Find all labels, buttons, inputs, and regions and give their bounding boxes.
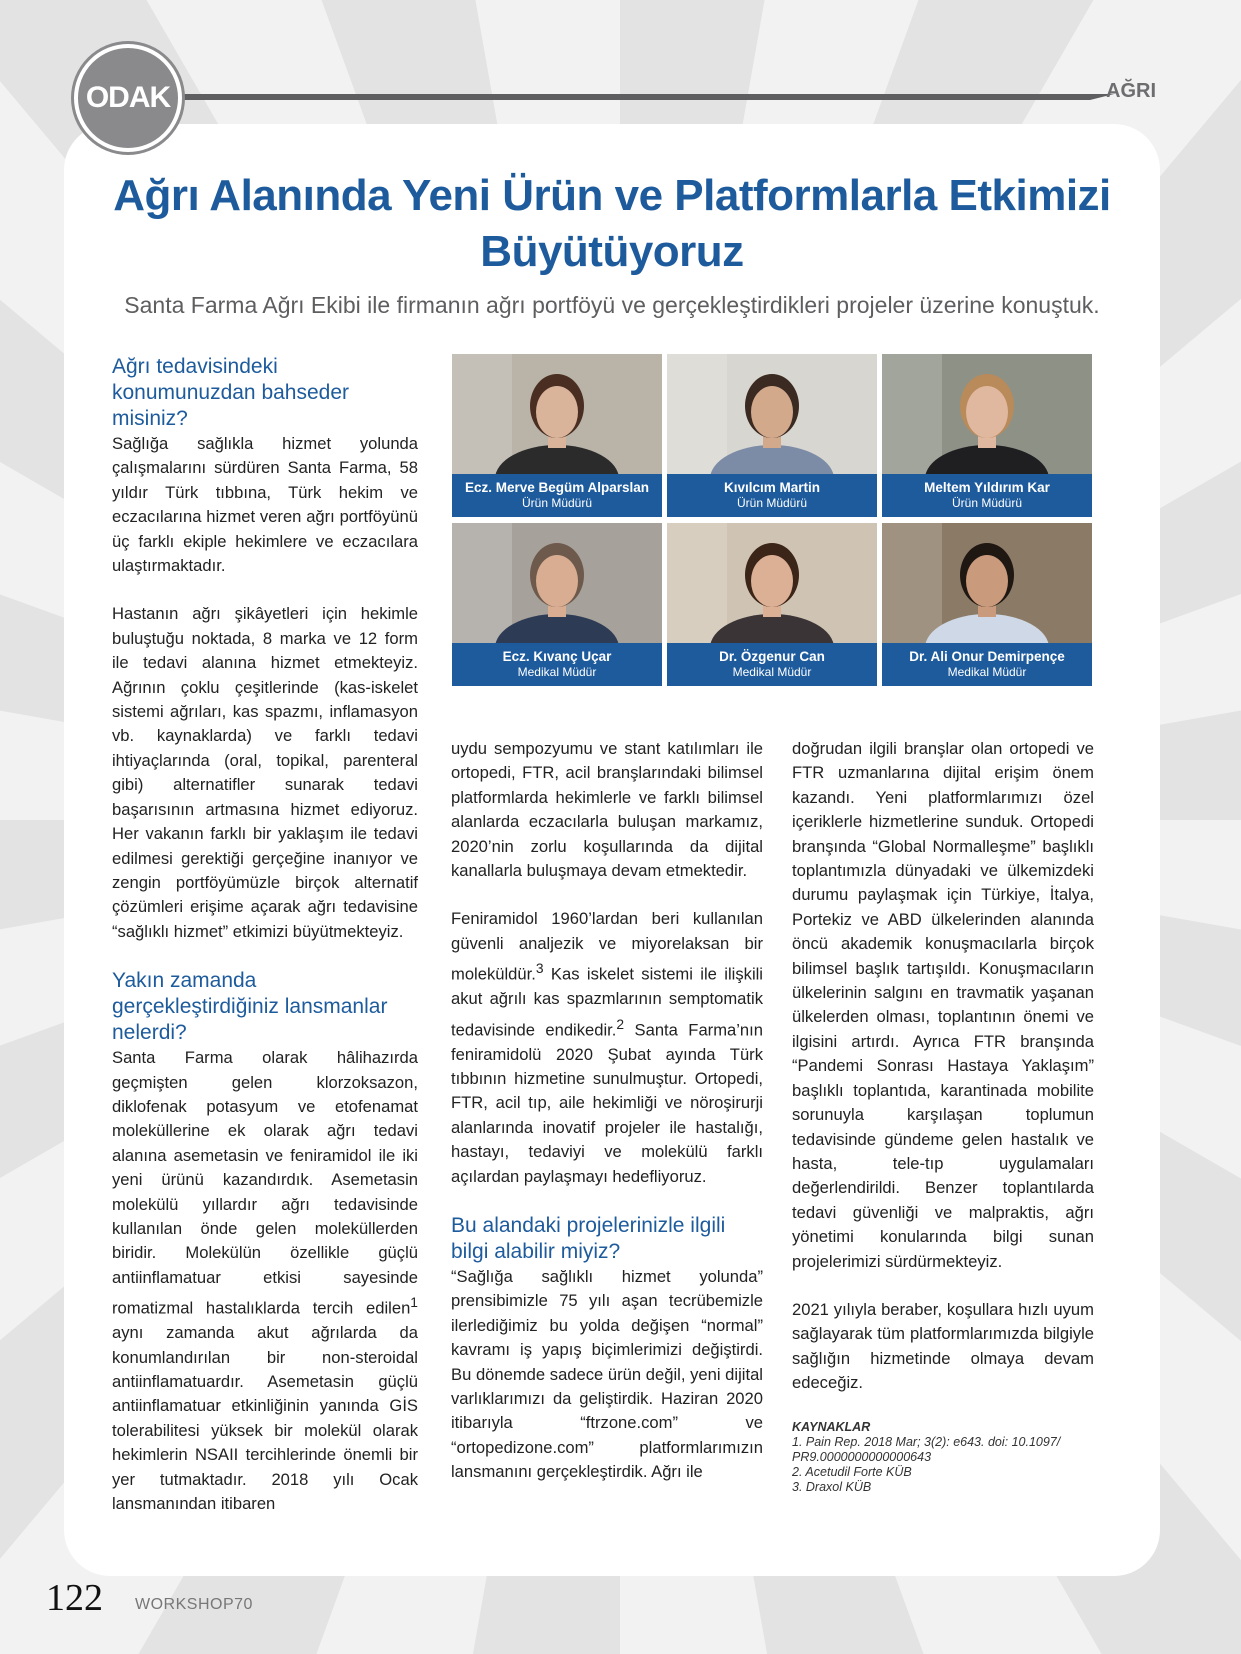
paragraph: Hastanın ağrı şikâyetleri için hekimle buluştuğu noktada, 8 marka ve 12 form ile tedavi alanına hizmet etmekteyiz. Ağrının çoklu çeşitlerinde (kas-iskelet sistemi ağrıları, kas spazmı, inflamasyon vb. kaynaklarda) ve farklı tedavi ihtiyaçlarında (oral, topikal, parenteral gibi) alternatifler sunarak tedavi başarısının artmasına hizmet ediyoruz. Her vakanın farklı bir yaklaşım ile tedavi edilmesi gerektiği gerçeğine inanıyor ve zengin portföyümüzle birçok alternatif çözümleri erişime açarak ağrı tedavisine “sağlıklı hizmet” etkimizi büyütmekteyiz. <box>112 604 418 941</box>
magazine-name: WORKSHOP70 <box>135 1596 253 1613</box>
reference-item: 2. Acetudil Forte KÜB <box>792 1464 912 1479</box>
page-number: 122 <box>46 1577 103 1619</box>
paragraph: Sağlığa sağlıkla hizmet yolunda çalışmalarını sürdüren Santa Farma, 58 yıldır Türk tıbbına, Türk hekim ve eczacılarına hizmet veren ağrı portföyünü üç farklı ekiple hekimlere ve eczacılara ulaştırmaktadır. <box>112 434 418 576</box>
paragraph-text: Santa Farma olarak hâlihazırda geçmişten gelen klorzoksazon, diklofenak potasyum ve etofenamat moleküllerine ek olarak ağrı tedavi alanına asemetasin ve feniramidol ile iki yeni ürünü kazandırdık. Asemetasin molekülü yıllardır ağrı tedavisinde kullanılan önde gelen moleküllerden biridir. Molekülün özellikle güçlü antiinflamatuar etkisi sayesinde romatizmal hastalıklarda tercih edilen <box>112 1048 418 1318</box>
portrait-photo <box>452 354 662 474</box>
badge-label: ODAK <box>85 81 171 114</box>
person-role: Medikal Müdür <box>947 665 1027 679</box>
photo-caption <box>452 474 662 517</box>
person-name: Kıvılcım Martin <box>723 480 821 495</box>
section-badge <box>74 44 182 152</box>
photo-caption <box>882 643 1092 686</box>
person-name: Ecz. Kıvanç Uçar <box>502 649 612 664</box>
team-photo-cell <box>452 523 662 686</box>
paragraph: “Sağlığa sağlıklı hizmet yolunda” prensibimizle 75 yılı aşan tecrübemizle ilerlediğimiz bu yolda değişen “normal” kavramı iş yapış biçimlerimizi değiştirdi. Bu dönemde sadece ürün değil, yeni dijital varlıklarımızı da geliştirdik. Haziran 2020 itibarıyla “ftrzone.com” ve “ortopedizone.com” platformlarımızın lansmanını gerçekleştirdik. Ağrı ile <box>451 1266 763 1482</box>
paragraph: uydu sempozyumu ve stant katılımları ile ortopedi, FTR, acil branşlarındaki bilimsel platformlarda hekimlerle ve farklı bilimsel alanlarda eczacılarla buluşan markamız, 2020’nin zorlu koşullarında da dijital kanallarla buluşmaya devam etmektedir. <box>451 739 763 881</box>
team-photo-cell <box>667 523 877 686</box>
portrait-photo <box>667 354 877 474</box>
paragraph: doğrudan ilgili branşlar olan ortopedi ve FTR uzmanlarına dijital erişim önem kazandı. Yeni platformlarımızı özel içeriklerle hizmetlerine sunduk. Ortopedi branşında “Global Normalleşme” başlıklı toplantımızla dünyadaki ve ülkemizdeki durumu paylaşmak için Türkiye, İtalya, Portekiz ve ABD ülkelerinden alanında öncü akademik konuşmacılarla birçok bilimsel başlık tartışıldı. Konuşmacıların ülkelerinin salgını en travmatik yaşanan ülkelerden olması, toplantının önemi ve ilgisini artırdı. Ayrıca FTR branşında “Pandemi Sonrası Hastaya Yaklaşım” başlıklı toplantıda, karantinada mobilite sorunuyla karşılaşan toplumun tedavisinde gündeme gelen hastalık ve hasta, tele-tıp uygulamaları değerlendirildi. Benzer toplantılarda tedavi güvenliği ve malpraktis, ağrı yönetimi konularında bilgi sunan projelerimizi sürdürmekteyiz. <box>792 739 1094 1271</box>
paragraph <box>451 907 763 1189</box>
person-role: Medikal Müdür <box>732 665 812 679</box>
paragraph-text: Kas iskelet sistemi ile ilişkili akut ağrılı kas spazmlarının semptomatik tedavisinde endikedir. <box>451 964 763 1040</box>
paragraph-text: Feniramidol 1960’lardan beri kullanılan güvenli analjezik ve miyorelaksan bir moleküldür. <box>451 909 763 984</box>
photo-caption <box>882 474 1092 517</box>
person-role: Medikal Müdür <box>517 665 597 679</box>
person-role: Ürün Müdürü <box>521 496 593 510</box>
section-label: AĞRI <box>1106 80 1156 102</box>
portrait-photo <box>667 523 877 643</box>
references <box>792 1420 1094 1495</box>
person-name: Ecz. Merve Begüm Alparslan <box>464 480 650 495</box>
portrait-photo <box>882 354 1092 474</box>
column-1 <box>112 354 418 1540</box>
header-rule <box>170 94 1090 100</box>
question-heading: Bu alandaki projelerinizle ilgili bilgi alabilir miyiz? <box>451 1213 726 1263</box>
footnote-ref: 3 <box>535 960 544 977</box>
paragraph-text: Santa Farma’nın feniramidolü 2020 Şubat ayında Türk tıbbının hizmetine sunulmuştur. Ortopedi, FTR, acil tıp, aile hekimliği ve nöroşirurji alanlarında inovatif projeler ile hastalığı, hastayı, tedaviyi ve molekülü farklı açılardan paylaşmayı hedefliyoruz. <box>451 1020 764 1186</box>
team-photo-cell <box>667 354 877 517</box>
footnote-ref: 2 <box>616 1015 625 1032</box>
footnote-ref: 1 <box>410 1294 418 1311</box>
portrait-photo <box>882 523 1092 643</box>
question-heading: Yakın zamanda gerçekleştirdiğiniz lansmanlar nelerdi? <box>112 969 388 1045</box>
team-photo-cell <box>882 354 1092 517</box>
person-name: Dr. Özgenur Can <box>719 649 825 664</box>
photo-caption <box>667 643 877 686</box>
article-title: Ağrı Alanında Yeni Ürün ve Platformlarla Etkimizi Büyütüyoruz <box>113 171 1111 276</box>
person-role: Ürün Müdürü <box>736 496 808 510</box>
paragraph: 2021 yılıyla beraber, koşullara hızlı uyum sağlayarak tüm platformlarımızda bilgiyle sağlığın hizmetinde olmaya devam edeceğiz. <box>792 1299 1094 1393</box>
team-photo-cell <box>882 523 1092 686</box>
team-photo-cell <box>452 354 662 517</box>
team-photo-grid <box>452 354 1092 686</box>
person-role: Ürün Müdürü <box>951 496 1023 510</box>
reference-item: 3. Draxol KÜB <box>792 1479 872 1494</box>
paragraph-text: aynı zamanda akut ağrılarda da konumlandırılan bir non-steroidal antiinflamatuardır. Asemetasin güçlü antiinflamatuar etkinliğinin yanında GİS tolerabilitesi yüksek bir molekül olarak hekimlerin NSAII tercihlerinde önemli bir yer tutmaktadır. 2018 yılı Ocak lansmanından itibaren <box>112 1323 418 1513</box>
article-subtitle: Santa Farma Ağrı Ekibi ile firmanın ağrı portföyü ve gerçekleştirdikleri projeler üzerine konuştuk. <box>124 292 1100 318</box>
person-name: Dr. Ali Onur Demirpençe <box>909 649 1065 664</box>
portrait-photo <box>452 523 662 643</box>
column-3 <box>792 737 1094 1495</box>
person-name: Meltem Yıldırım Kar <box>924 480 1050 495</box>
reference-item: 1. Pain Rep. 2018 Mar; 3(2): e643. doi: 10.1097/ PR9.0000000000000643 <box>792 1434 1061 1464</box>
question-heading: Ağrı tedavisindeki konumunuzdan bahseder misiniz? <box>112 355 350 430</box>
photo-caption <box>667 474 877 517</box>
column-2 <box>451 737 763 1509</box>
paragraph <box>112 1046 418 1516</box>
references-heading: KAYNAKLAR <box>792 1419 871 1434</box>
photo-caption <box>452 643 662 686</box>
